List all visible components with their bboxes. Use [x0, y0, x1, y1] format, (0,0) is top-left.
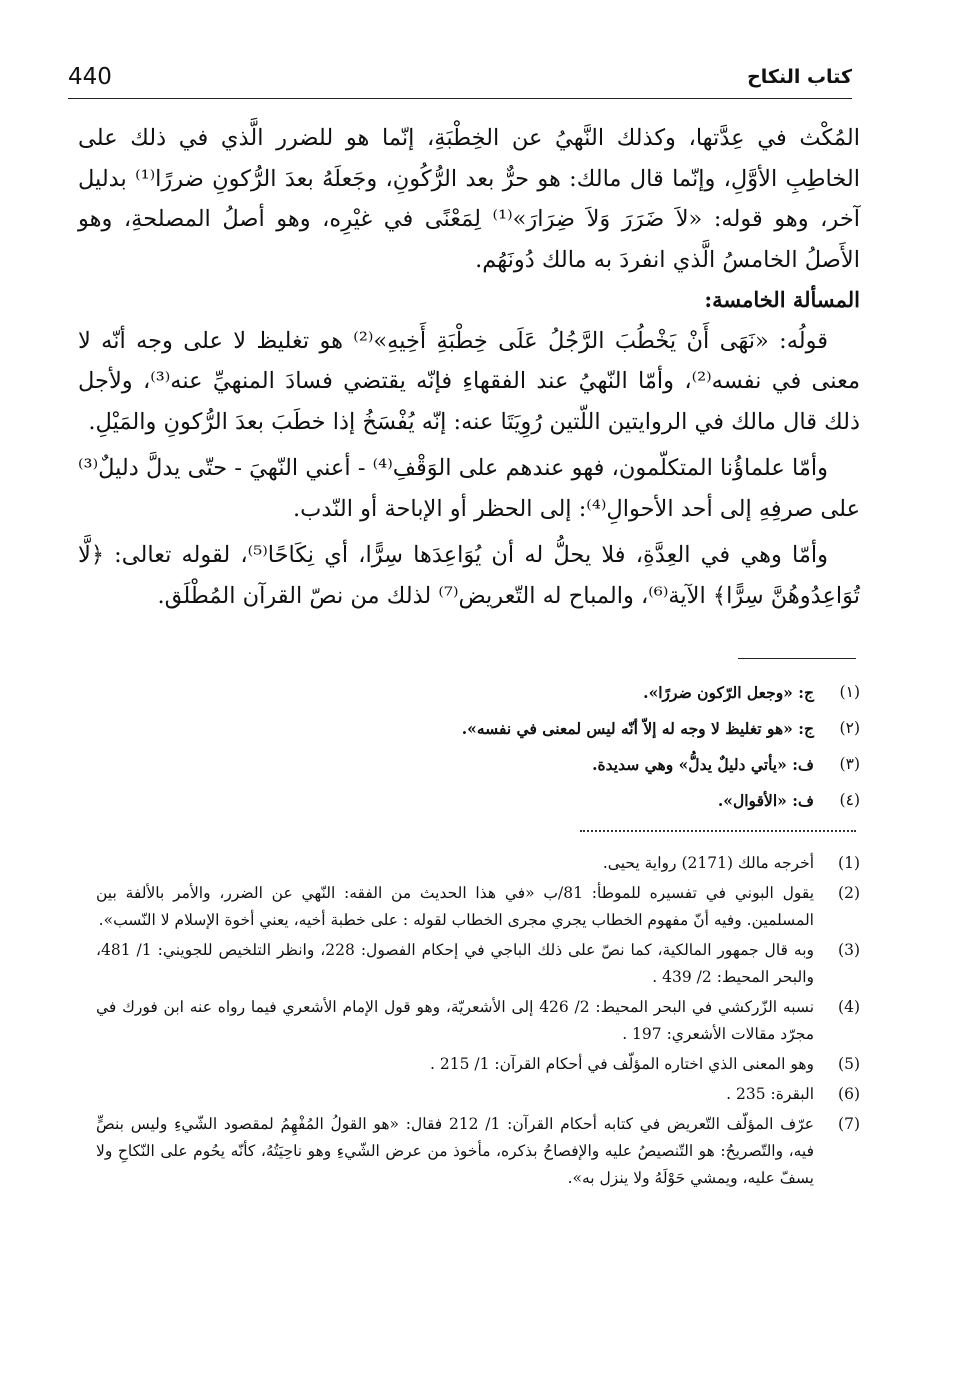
footnote-text: ف: «الأقوال». — [717, 791, 814, 810]
footnote-number: (٢) — [839, 719, 860, 737]
section-heading: المسألة الخامسة: — [704, 287, 860, 312]
footnote-number: (1) — [838, 854, 860, 872]
footnote-item — [96, 1081, 860, 1108]
footnote-number: (7) — [838, 1115, 860, 1133]
footnote-number: (3) — [838, 941, 860, 959]
footnote-text: نسبه الزّركشي في البحر المحيط: 2/ 426 إلى الأشعريّة، وهو قول الإمام الأشعري فيما رواه عنه ابن فورك في مجرّد مقالات الأشعري: 197 . — [96, 998, 815, 1043]
variant-footnotes — [96, 676, 860, 820]
footnote-number: (2) — [838, 884, 860, 902]
paragraph: وأمّا وهي في العِدَّةِ، فلا يحلُّ له أن يُوَاعِدَها سِرًّا، أي نِكَاحًا⁽⁵⁾، لقوله تعالى: ﴿لَّا تُوَاعِدُوهُنَّ سِرًّا﴾ الآية⁽⁶⁾، والمباح له التّعريض⁽⁷⁾ لذلك من نصّ القرآن المُطْلَق. — [78, 542, 860, 609]
footnote-item — [96, 676, 860, 709]
footnote-number: (٣) — [839, 755, 860, 773]
paragraph: قولُه: «نَهَى أَنْ يَخْطُبَ الرَّجُلُ عَلَى خِطْبَةِ أَخِيهِ»⁽²⁾ هو تغليظ لا على وجه أنّه لا معنى في نفسه⁽²⁾، وأمّا النّهيُ عند الفقهاءِ فإنّه يقتضي فسادَ المنهيِّ عنه⁽³⁾، ولأجل ذلك قال مالك في الروايتين اللّتين رُوِيَتَا عنه: إنّه يُفْسَخُ إذا خطَبَ بعدَ الرُّكونِ والمَيْلِ. — [78, 327, 860, 435]
footnote-text: وبه قال جمهور المالكية، كما نصّ على ذلك الباجي في إحكام الفصول: 228، وانظر التلخيص للجويني: 1/ 481، والبحر المحيط: 2/ 439 . — [96, 941, 814, 986]
footnote-number: (4) — [838, 998, 860, 1016]
footnote-separator — [738, 658, 856, 659]
footnote-item — [96, 1111, 860, 1192]
footnote-number: (٤) — [839, 791, 860, 809]
footnote-text: وهو المعنى الذي اختاره المؤلّف في أحكام القرآن: 1/ 215 . — [429, 1055, 814, 1073]
main-text — [78, 118, 860, 616]
footnote-text: البقرة: 235 . — [726, 1085, 814, 1103]
footnote-item — [96, 880, 860, 934]
source-footnotes — [96, 850, 860, 1195]
page-number: 440 — [68, 64, 112, 90]
dotted-separator — [580, 830, 856, 832]
footnote-text: أخرجه مالك (2171) رواية يحيى. — [602, 854, 814, 872]
footnote-item — [96, 712, 860, 745]
footnote-item — [96, 748, 860, 781]
footnote-text: ج: «هو تغليظ لا وجه له إلاّ أنّه ليس لمعنى في نفسه». — [461, 719, 814, 738]
page-header — [68, 58, 852, 99]
running-title: كتاب النكاح — [747, 66, 852, 88]
footnote-item — [96, 994, 860, 1048]
footnote-item — [96, 1051, 860, 1078]
footnote-text: ف: «يأتي دليلٌ يدلُّ» وهي سديدة. — [592, 755, 814, 774]
footnote-item — [96, 850, 860, 877]
footnote-item — [96, 937, 860, 991]
footnote-text: يقول البوني في تفسيره للموطأ: 81/ب «في هذا الحديث من الفقه: النّهي عن الضرر، والأمر بالألفة بين المسلمين. وفيه أنّ مفهوم الخطاب يجري مجرى الخطاب لقوله : على خطبة أخيه، يعني أخوة الإسلام لا النّسب». — [96, 884, 815, 929]
paragraph: المُكْث في عِدَّتها، وكذلك النَّهيُ عن الخِطْبَةِ، إنّما هو للضرر الَّذي في ذلك على الخاطِبِ الأوَّلِ، وإنّما قال مالك: هو حرٌّ بعد الرُّكُونِ، وجَعلَهُ بعدَ الرُّكونِ ضررًا⁽¹⁾ بدليل آخر، وهو قوله: «لاَ ضَرَرَ وَلاَ ضِرَارَ»⁽¹⁾ لِمَعْنًى في غيْرِه، وهو أصلُ المصلحةِ، وهو الأَصلُ الخامسُ الَّذي انفردَ به مالك دُونَهُم. — [78, 125, 860, 273]
paragraph: وأمّا علماؤُنا المتكلّمون، فهو عندهم على الوَقْفِ⁽⁴⁾ - أعني النّهيَ - حتّى يدلَّ دليلٌ⁽³⁾ على صرفِهِ إلى أحد الأحوالِ⁽⁴⁾: إلى الحظر أو الإباحة أو النّدب. — [78, 455, 860, 522]
footnote-text: ج: «وجعل الرّكون ضررًا». — [643, 683, 814, 702]
footnote-number: (١) — [839, 683, 860, 701]
footnote-item — [96, 784, 860, 817]
footnote-number: (5) — [838, 1055, 860, 1073]
footnote-text: عرّف المؤلّف التّعريض في كتابه أحكام القرآن: 1/ 212 فقال: «هو القولُ المُفْهِمُ لمقصود الشّيءِ وليس بنصٍّ فيه، والتّصريحُ: هو التّنصيصُ عليه والإفصاحُ بذكره، مأخوذ من عرض الشّيءِ وهو ناحِيَتُهُ، كأنّه يحُوم على النّكاحِ ولا يسفّ عليه، ويمشي حَوْلَهُ ولا ينزل به». — [96, 1115, 814, 1187]
footnote-number: (6) — [838, 1085, 860, 1103]
